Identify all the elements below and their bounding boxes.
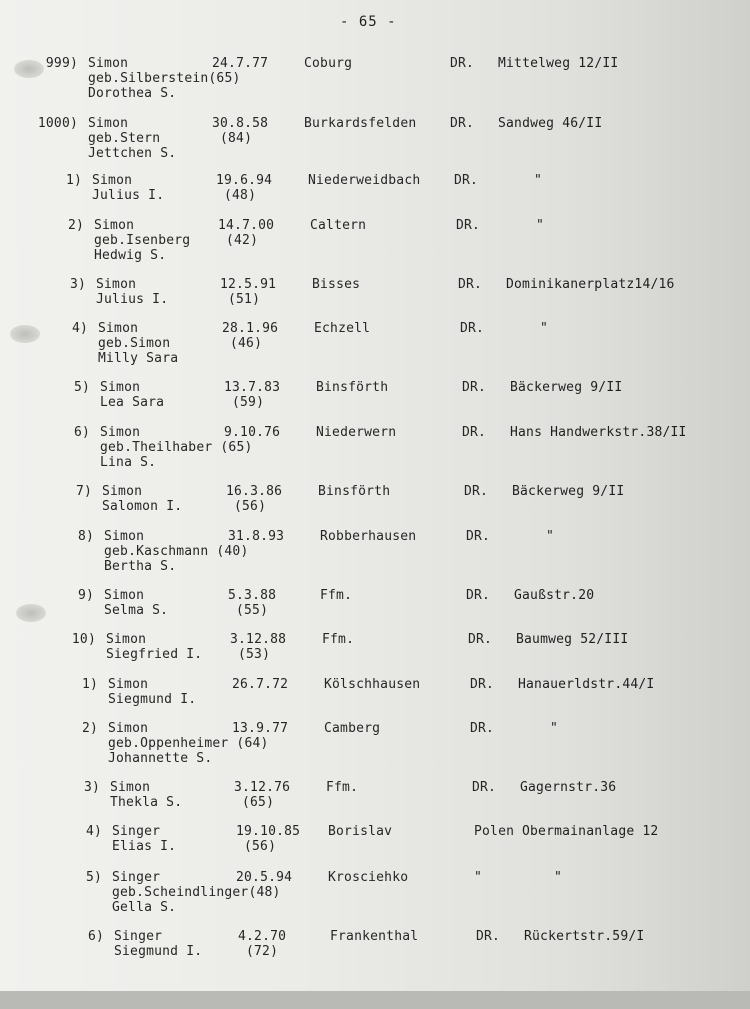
entry-birth-place: Kölschhausen [324, 677, 421, 692]
entry-name-line: Lea Sara [100, 395, 165, 410]
entry-name-line: geb.Oppenheimer (64) [108, 736, 269, 751]
entry-row [0, 824, 750, 876]
entry-row [0, 721, 750, 773]
entry-name-line: Johannette S. [108, 751, 213, 766]
entry-name-line: Simon [104, 529, 145, 544]
entry-row [0, 425, 750, 477]
entry-birth-date: 9.10.76 [224, 425, 281, 440]
entry-name-line: Simon [88, 116, 129, 131]
entry-name-line: geb.Scheindlinger(48) [112, 885, 281, 900]
entry-nationality: DR. [450, 56, 475, 71]
entry-nationality: DR. [460, 321, 485, 336]
entry-name-line: geb.Stern [88, 131, 161, 146]
entry-address: Sandweg 46/II [498, 116, 603, 131]
entry-birth-date: 3.12.76 [234, 780, 291, 795]
entry-birth-date: 12.5.91 [220, 277, 277, 292]
entry-birth-place: Binsförth [318, 484, 391, 499]
entry-birth-date: 24.7.77 [212, 56, 269, 71]
entry-address: " [554, 870, 563, 885]
entry-address: Hanauerldstr.44/I [518, 677, 655, 692]
entry-name-line: Siegmund I. [114, 944, 203, 959]
entry-birth-date: 20.5.94 [236, 870, 293, 885]
entry-nationality: DR. [462, 425, 487, 440]
entry-number: 3) [69, 277, 86, 292]
entry-name-line: Simon [100, 425, 141, 440]
entry-name-line: Singer [112, 824, 161, 839]
entry-name-line: Thekla S. [110, 795, 183, 810]
entry-nationality: Polen [474, 824, 515, 839]
entry-name-line: Simon [92, 173, 133, 188]
entry-name-line: Singer [112, 870, 161, 885]
entry-number: 2) [67, 218, 84, 233]
entry-age: (56) [234, 499, 267, 514]
entry-nationality: DR. [470, 721, 495, 736]
entry-name-line: Jettchen S. [88, 146, 177, 161]
entry-address: Gagernstr.36 [520, 780, 617, 795]
entry-birth-date: 14.7.00 [218, 218, 275, 233]
entry-number: 4) [71, 321, 88, 336]
entry-birth-place: Binsförth [316, 380, 389, 395]
entry-name-line: Simon [88, 56, 129, 71]
entry-name-line: Julius I. [92, 188, 165, 203]
entry-birth-date: 30.8.58 [212, 116, 269, 131]
entry-name-line: Simon [100, 380, 141, 395]
entry-birth-date: 13.9.77 [232, 721, 289, 736]
entry-birth-place: Borislav [328, 824, 393, 839]
entry-address: Dominikanerplatz14/16 [506, 277, 675, 292]
entry-name-line: Simon [108, 721, 149, 736]
entry-name-line: Singer [114, 929, 163, 944]
entry-nationality: DR. [468, 632, 493, 647]
entry-age: (42) [226, 233, 259, 248]
entry-name-line: Julius I. [96, 292, 169, 307]
entry-nationality: DR. [456, 218, 481, 233]
entry-name-line: geb.Theilhaber (65) [100, 440, 253, 455]
entry-name-line: Lina S. [100, 455, 157, 470]
entry-name-line: Simon [94, 218, 135, 233]
entry-birth-date: 3.12.88 [230, 632, 287, 647]
entry-nationality: DR. [466, 588, 491, 603]
entry-nationality: DR. [476, 929, 501, 944]
entry-number: 2) [81, 721, 98, 736]
entry-birth-date: 4.2.70 [238, 929, 287, 944]
entry-age: (72) [246, 944, 279, 959]
entry-nationality: DR. [458, 277, 483, 292]
entry-address: Bäckerweg 9/II [512, 484, 625, 499]
entry-number: 8) [77, 529, 94, 544]
entry-age: (46) [230, 336, 263, 351]
entry-number: 1) [81, 677, 98, 692]
entry-address: " [550, 721, 559, 736]
entry-name-line: Simon [102, 484, 143, 499]
entry-number: 6) [87, 929, 104, 944]
entry-birth-place: Caltern [310, 218, 367, 233]
entry-birth-date: 26.7.72 [232, 677, 289, 692]
entry-nationality: DR. [462, 380, 487, 395]
entry-address: Baumweg 52/III [516, 632, 629, 647]
entry-name-line: geb.Simon [98, 336, 171, 351]
entry-address: Gaußstr.20 [514, 588, 595, 603]
entry-name-line: Hedwig S. [94, 248, 167, 263]
entry-name-line: Salomon I. [102, 499, 183, 514]
entry-number: 5) [85, 870, 102, 885]
entry-number: 6) [73, 425, 90, 440]
entry-name-line: Siegfried I. [106, 647, 203, 662]
entry-birth-date: 5.3.88 [228, 588, 277, 603]
entry-number: 4) [85, 824, 102, 839]
entry-name-line: Milly Sara [98, 351, 179, 366]
entry-name-line: Elias I. [112, 839, 177, 854]
entry-age: (56) [244, 839, 277, 854]
entry-row [0, 870, 750, 922]
entry-address: Obermainanlage 12 [522, 824, 659, 839]
entry-number: 5) [73, 380, 90, 395]
entry-number: 7) [75, 484, 92, 499]
entry-name-line: Simon [96, 277, 137, 292]
entry-address: " [534, 173, 543, 188]
entry-name-line: Dorothea S. [88, 86, 177, 101]
entry-birth-place: Ffm. [326, 780, 359, 795]
entry-address: Bäckerweg 9/II [510, 380, 623, 395]
entry-name-line: Siegmund I. [108, 692, 197, 707]
entry-number: 9) [77, 588, 94, 603]
entry-nationality: DR. [450, 116, 475, 131]
page-bottom-edge [0, 991, 750, 1009]
page-number: - 65 - [340, 14, 397, 30]
entry-birth-place: Ffm. [322, 632, 355, 647]
entry-row [0, 56, 750, 108]
entry-birth-place: Robberhausen [320, 529, 417, 544]
entry-name-line: Selma S. [104, 603, 169, 618]
entry-number: 10) [71, 632, 96, 647]
entry-birth-date: 19.10.85 [236, 824, 301, 839]
entry-birth-place: Ffm. [320, 588, 353, 603]
entry-nationality: DR. [454, 173, 479, 188]
entry-row [0, 321, 750, 373]
entry-name-line: Simon [108, 677, 149, 692]
entry-address: Mittelweg 12/II [498, 56, 619, 71]
entry-name-line: geb.Silberstein(65) [88, 71, 241, 86]
entry-name-line: geb.Kaschmann (40) [104, 544, 249, 559]
entry-age: (51) [228, 292, 261, 307]
entry-address: " [546, 529, 555, 544]
entry-nationality: DR. [464, 484, 489, 499]
entry-address: " [540, 321, 549, 336]
entry-birth-place: Bisses [312, 277, 361, 292]
entry-nationality: DR. [472, 780, 497, 795]
entry-number: 1) [65, 173, 82, 188]
entry-birth-place: Coburg [304, 56, 353, 71]
entry-birth-date: 28.1.96 [222, 321, 279, 336]
entry-birth-place: Niederwern [316, 425, 397, 440]
entry-birth-place: Echzell [314, 321, 371, 336]
entry-age: (55) [236, 603, 269, 618]
entry-name-line: Gella S. [112, 900, 177, 915]
entry-birth-place: Camberg [324, 721, 381, 736]
entry-nationality: DR. [470, 677, 495, 692]
entry-age: (48) [224, 188, 257, 203]
entry-name-line: geb.Isenberg [94, 233, 191, 248]
entry-number: 3) [83, 780, 100, 795]
entry-age: (59) [232, 395, 265, 410]
entry-birth-date: 13.7.83 [224, 380, 281, 395]
entry-name-line: Bertha S. [104, 559, 177, 574]
entry-name-line: Simon [104, 588, 145, 603]
entry-age: (65) [242, 795, 275, 810]
entry-birth-date: 19.6.94 [216, 173, 273, 188]
entry-number: 999) [45, 56, 78, 71]
entry-address: Hans Handwerkstr.38/II [510, 425, 687, 440]
entry-nationality: DR. [466, 529, 491, 544]
entry-number: 1000) [37, 116, 78, 131]
entry-name-line: Simon [106, 632, 147, 647]
entry-name-line: Simon [98, 321, 139, 336]
entry-row [0, 529, 750, 581]
entry-row [0, 218, 750, 270]
entry-birth-place: Frankenthal [330, 929, 419, 944]
entry-address: Rückertstr.59/I [524, 929, 645, 944]
entry-birth-place: Krosciehko [328, 870, 409, 885]
entry-birth-date: 16.3.86 [226, 484, 283, 499]
entry-birth-date: 31.8.93 [228, 529, 285, 544]
entry-address: " [536, 218, 545, 233]
entry-name-line: Simon [110, 780, 151, 795]
entry-birth-place: Niederweidbach [308, 173, 421, 188]
entry-row [0, 116, 750, 168]
entry-age: (84) [220, 131, 253, 146]
entry-nationality: " [474, 870, 483, 885]
entry-age: (53) [238, 647, 271, 662]
entry-row [0, 929, 750, 981]
entry-birth-place: Burkardsfelden [304, 116, 417, 131]
